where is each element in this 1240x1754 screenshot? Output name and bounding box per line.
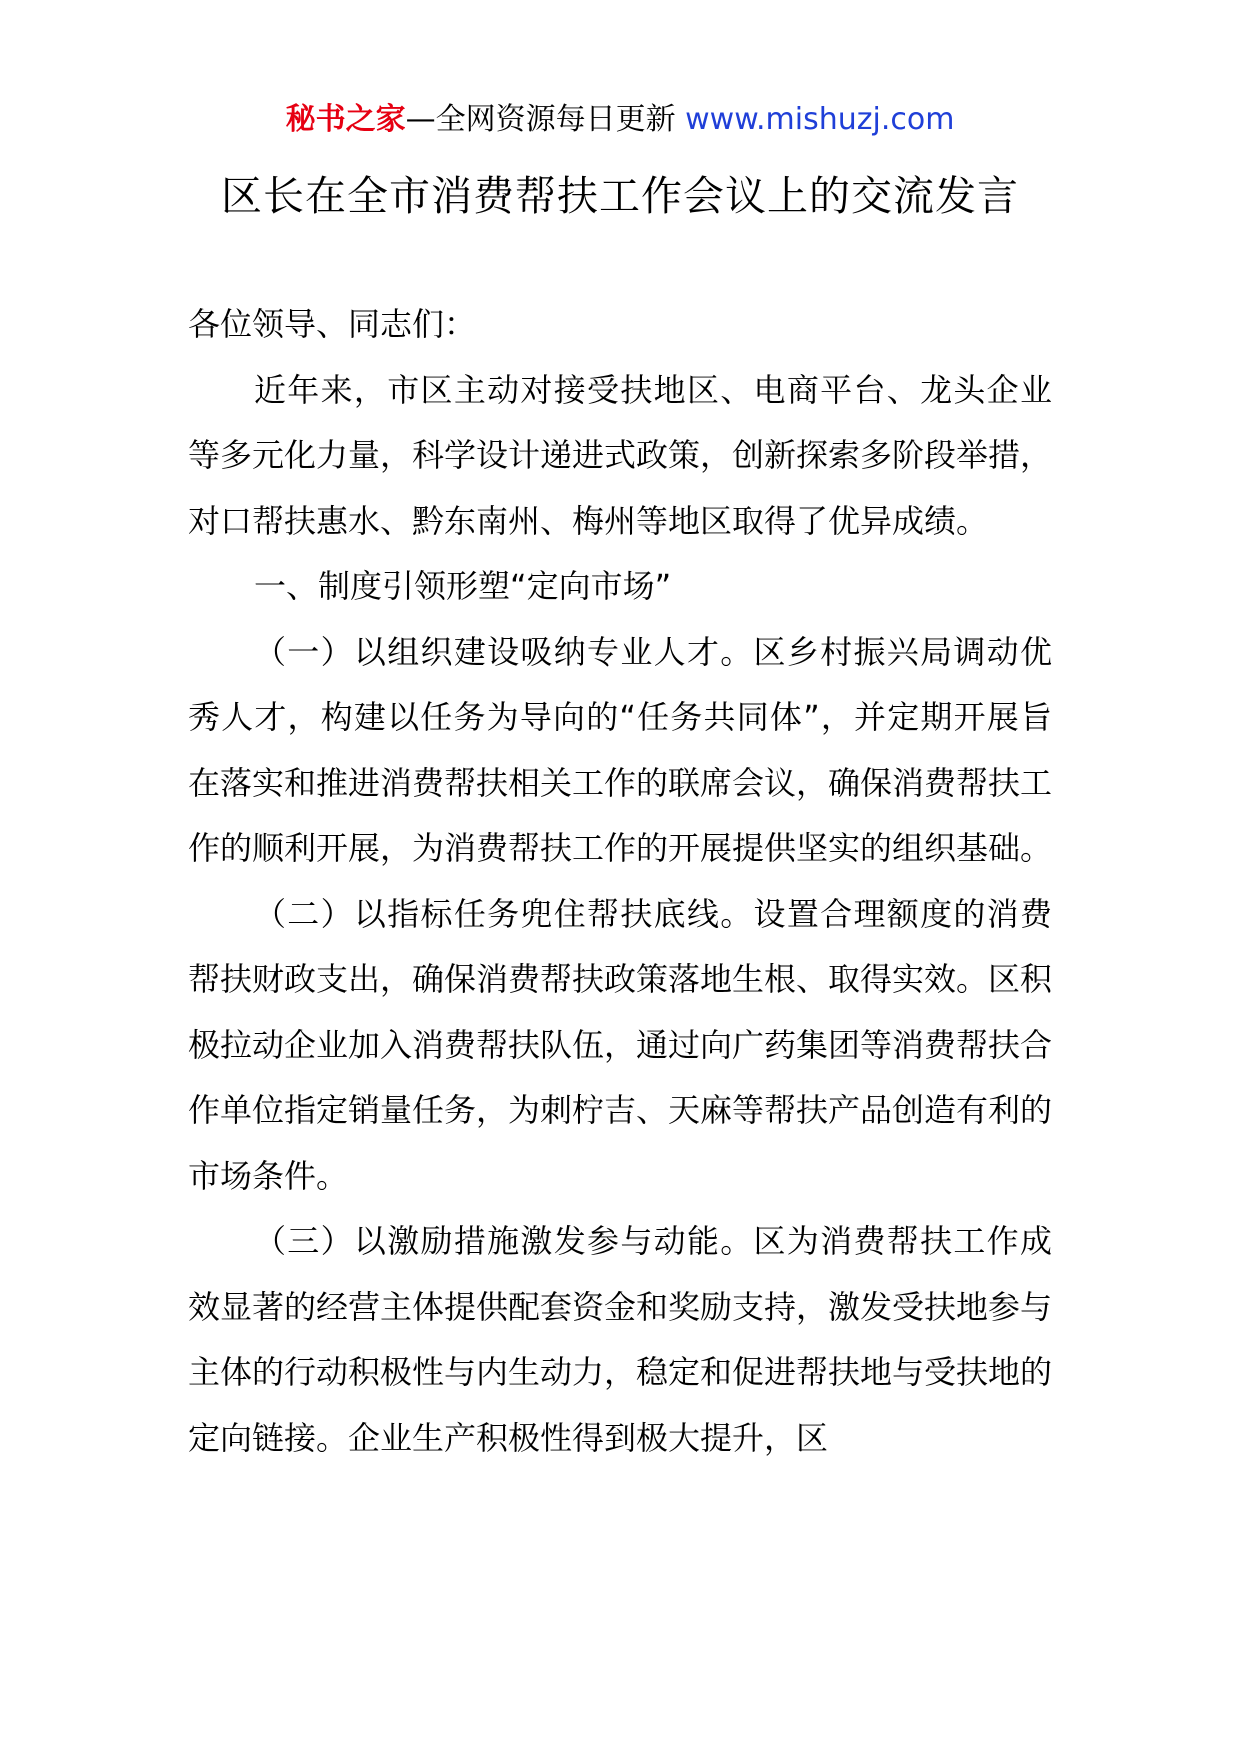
section-heading-1: 一、制度引领形塑“定向市场” <box>254 567 672 605</box>
site-brand: 秘书之家 <box>285 102 406 137</box>
site-header <box>0 100 1240 140</box>
site-url-link[interactable]: www.mishuzj.com <box>685 102 955 137</box>
paragraph-1-2: （二）以指标任务兜住帮扶底线。设置合理额度的消费帮扶财政支出，确保消费帮扶政策落地生根、取得实效。区积极拉动企业加入消费帮扶队伍，通过向广药集团等消费帮扶合作单位指定销量任务，为刺柠吉、天麻等帮扶产品创造有利的市场条件。 <box>188 894 1053 1195</box>
document-body <box>188 292 1052 1471</box>
salutation: 各位领导、同志们： <box>188 305 477 343</box>
paragraph-intro: 近年来，市区主动对接受扶地区、电商平台、龙头企业等多元化力量，科学设计递进式政策，创新探索多阶段举措，对口帮扶惠水、黔东南州、梅州等地区取得了优异成绩。 <box>188 370 1053 540</box>
paragraph-1-3: （三）以激励措施激发参与动能。区为消费帮扶工作成效显著的经营主体提供配套资金和奖励支持，激发受扶地参与主体的行动积极性与内生动力，稳定和促进帮扶地与受扶地的定向链接。企业生产积极性得到极大提升，区 <box>188 1222 1053 1457</box>
document-title: 区长在全市消费帮扶工作会议上的交流发言 <box>221 172 1019 220</box>
site-slogan: —全网资源每日更新 <box>405 102 676 137</box>
paragraph-1-1: （一）以组织建设吸纳专业人才。区乡村振兴局调动优秀人才，构建以任务为导向的“任务共同体”，并定期开展旨在落实和推进消费帮扶相关工作的联席会议，确保消费帮扶工作的顺利开展，为消费帮扶工作的开展提供坚实的组织基础。 <box>188 632 1053 867</box>
